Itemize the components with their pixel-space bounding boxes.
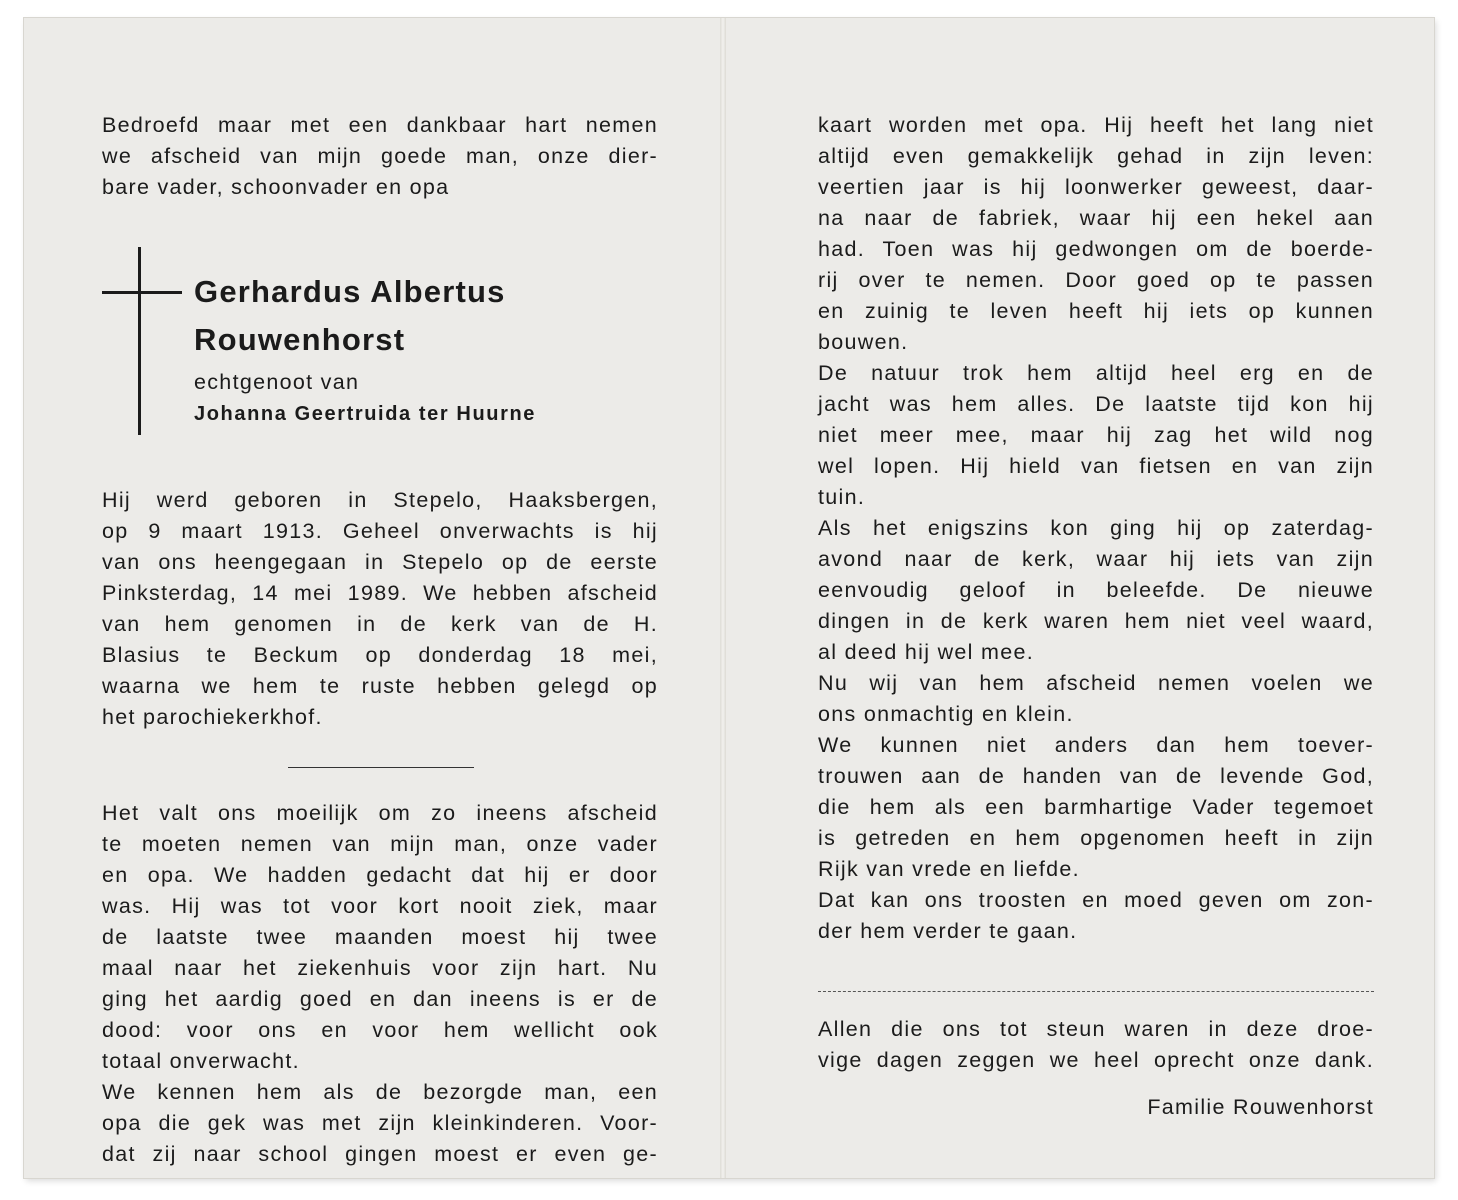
memory-line: We kennen hem als de bezorgde man, een — [102, 1080, 658, 1104]
spouse-label: echtgenoot van — [194, 370, 360, 394]
memory-line: Het valt ons moeilijk om zo ineens afscheid — [102, 801, 658, 825]
card-fold — [720, 18, 726, 1178]
text-line: niet meer mee, maar hij zag het wild nog — [818, 423, 1374, 447]
text-line: Nu wij van hem afscheid nemen voelen we — [818, 671, 1374, 695]
left-page — [102, 110, 658, 1170]
text-line: trouwen aan de handen van de levende God, — [818, 764, 1374, 788]
text-line: en zuinig te leven heeft hij iets op kunnen — [818, 299, 1374, 323]
bio-line: Hij werd geboren in Stepelo, Haaksbergen, — [102, 488, 658, 512]
text-line: De natuur trok hem altijd heel erg en de — [818, 361, 1374, 385]
text-line: rij over te nemen. Door goed op te passen — [818, 268, 1374, 292]
text-line: kaart worden met opa. Hij heeft het lang niet — [818, 113, 1374, 137]
memory-line: ging het aardig goed en dan ineens is er de — [102, 987, 658, 1011]
intro-line: bare vader, schoonvader en opa — [102, 175, 450, 199]
cross-icon — [138, 247, 141, 435]
section-divider — [818, 991, 1374, 992]
text-line: bouwen. — [818, 330, 909, 354]
intro-line: we afscheid van mijn goede man, onze dier- — [102, 144, 658, 168]
thanks-paragraph — [818, 1014, 1374, 1076]
text-line: avond naar de kerk, waar hij iets van zijn — [818, 547, 1374, 571]
text-line: tuin. — [818, 485, 866, 509]
memory-line: dat zij naar school gingen moest er even ge- — [102, 1142, 658, 1166]
spouse-name: Johanna Geertruida ter Huurne — [194, 403, 537, 425]
text-line: na naar de fabriek, waar hij een hekel aan — [818, 206, 1374, 230]
bio-line: van hem genomen in de kerk van de H. — [102, 612, 658, 636]
text-line: jacht was hem alles. De laatste tijd kon hij — [818, 392, 1374, 416]
memory-line: opa die gek was met zijn kleinkinderen. Voor- — [102, 1111, 658, 1135]
memory-line: te moeten nemen van mijn man, onze vader — [102, 832, 658, 856]
memory-line: dood: voor ons en voor hem wellicht ook — [102, 1018, 658, 1042]
section-divider — [288, 767, 474, 768]
text-line: veertien jaar is hij loonwerker geweest, daar- — [818, 175, 1374, 199]
memory-line: was. Hij was tot voor kort nooit ziek, maar — [102, 894, 658, 918]
text-line: dingen in de kerk waren hem niet veel waard, — [818, 609, 1374, 633]
deceased-first-names: Gerhardus Albertus — [194, 274, 506, 309]
bio-line: Pinksterdag, 14 mei 1989. We hebben afscheid — [102, 581, 658, 605]
deceased-block — [102, 247, 658, 427]
bio-line: van ons heengegaan in Stepelo op de eerste — [102, 550, 658, 574]
intro-paragraph — [102, 110, 658, 203]
text-line: eenvoudig geloof in beleefde. De nieuwe — [818, 578, 1374, 602]
intro-line: Bedroefd maar met een dankbaar hart nemen — [102, 113, 658, 137]
bio-line: het parochiekerkhof. — [102, 705, 323, 729]
text-line: wel lopen. Hij hield van fietsen en van zijn — [818, 454, 1374, 478]
text-line: der hem verder te gaan. — [818, 919, 1078, 943]
bio-paragraph — [102, 485, 658, 733]
right-page — [818, 110, 1374, 1123]
bio-line: Blasius te Beckum op donderdag 18 mei, — [102, 643, 658, 667]
memory-line: de laatste twee maanden moest hij twee — [102, 925, 658, 949]
deceased-surname: Rouwenhorst — [194, 322, 406, 357]
memory-line: totaal onverwacht. — [102, 1049, 300, 1073]
memory-line: en opa. We hadden gedacht dat hij er door — [102, 863, 658, 887]
bio-line: op 9 maart 1913. Geheel onverwachts is hij — [102, 519, 658, 543]
text-line: is getreden en hem opgenomen heeft in zijn — [818, 826, 1374, 850]
text-line: Rijk van vrede en liefde. — [818, 857, 1080, 881]
memory-paragraph — [102, 798, 658, 1170]
thanks-line: Allen die ons tot steun waren in deze droe- — [818, 1017, 1374, 1041]
memory-line: maal naar het ziekenhuis voor zijn hart. Nu — [102, 956, 658, 980]
text-line: Als het enigszins kon ging hij op zaterdag- — [818, 516, 1374, 540]
text-line: ons onmachtig en klein. — [818, 702, 1074, 726]
family-signature: Familie Rouwenhorst — [1147, 1095, 1374, 1119]
text-line: al deed hij wel mee. — [818, 640, 1035, 664]
bio-line: waarna we hem te ruste hebben gelegd op — [102, 674, 658, 698]
cross-icon-bar — [102, 291, 182, 294]
continued-paragraph — [818, 110, 1374, 947]
thanks-line: vige dagen zeggen we heel oprecht onze dank. — [818, 1048, 1374, 1072]
text-line: We kunnen niet anders dan hem toever- — [818, 733, 1374, 757]
text-line: die hem als een barmhartige Vader tegemoet — [818, 795, 1374, 819]
text-line: altijd even gemakkelijk gehad in zijn leven: — [818, 144, 1374, 168]
text-line: had. Toen was hij gedwongen om de boerde- — [818, 237, 1374, 261]
text-line: Dat kan ons troosten en moed geven om zon- — [818, 888, 1374, 912]
